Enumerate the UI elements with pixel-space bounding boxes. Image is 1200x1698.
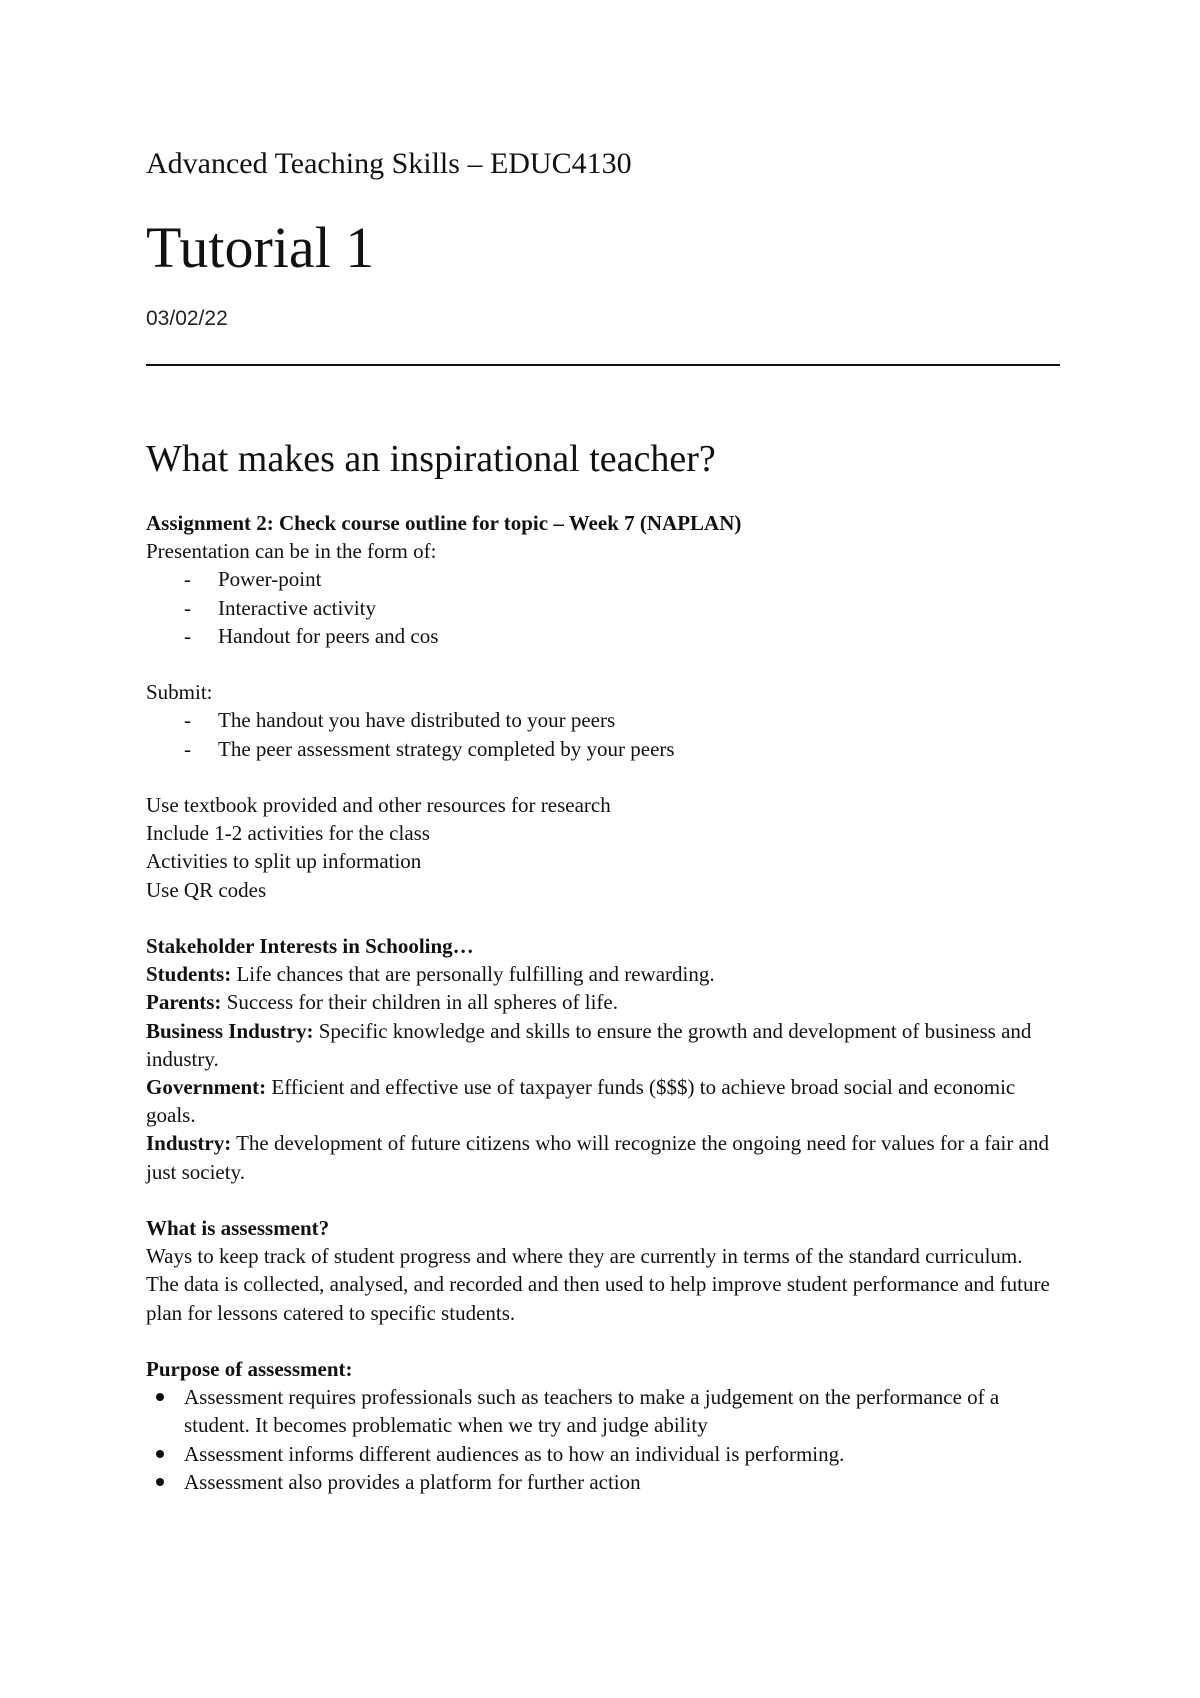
- submit-list: [146, 706, 1060, 762]
- list-item-text: Assessment also provides a platform for further action: [184, 1469, 641, 1494]
- note-line: Use QR codes: [146, 877, 267, 902]
- list-item: [146, 565, 1060, 593]
- stakeholder-label: Government:: [146, 1075, 267, 1100]
- spacer: [146, 1327, 1060, 1355]
- stakeholder-label: Industry:: [146, 1131, 232, 1156]
- list-item: [146, 594, 1060, 622]
- stakeholder-text: The development of future citizens who will recognize the ongoing need for values for a fair and just society.: [146, 1131, 1049, 1184]
- horizontal-divider: [146, 364, 1060, 366]
- list-item: [146, 735, 1060, 763]
- tutorial-date: 03/02/22: [146, 307, 228, 330]
- dash-marker: -: [184, 708, 191, 733]
- bullet-icon: [156, 1450, 164, 1458]
- section-heading-question: What makes an inspirational teacher?: [146, 438, 716, 480]
- list-item: [146, 1383, 1060, 1439]
- list-item: [146, 1440, 1060, 1468]
- stakeholder-entry: [146, 1017, 1060, 1073]
- assessment-heading: What is assessment?: [146, 1216, 330, 1241]
- stakeholder-entry: [146, 988, 1060, 1016]
- stakeholder-text: Efficient and effective use of taxpayer funds ($$$) to achieve broad social and economic goals.: [146, 1075, 1016, 1128]
- purpose-heading: Purpose of assessment:: [146, 1357, 353, 1382]
- stakeholder-label: Students:: [146, 962, 232, 987]
- stakeholder-text: Success for their children in all spheres of life.: [221, 990, 618, 1015]
- stakeholder-entry: [146, 960, 1060, 988]
- bullet-icon: [156, 1478, 164, 1486]
- note-line: Use textbook provided and other resources for research: [146, 793, 611, 817]
- presentation-intro: Presentation can be in the form of:: [146, 539, 437, 564]
- list-item-text: Interactive activity: [218, 595, 377, 620]
- assessment-paragraph: Ways to keep track of student progress and where they are currently in terms of the standard curriculum. The data is collected, analysed, and recorded and then used to help improve student performance and future plan for lessons catered to specific students.: [146, 1244, 1050, 1325]
- dash-marker: -: [184, 736, 191, 761]
- dash-marker: -: [184, 595, 191, 620]
- list-item: [146, 706, 1060, 734]
- spacer: [146, 1186, 1060, 1214]
- course-title: Advanced Teaching Skills – EDUC4130: [146, 147, 632, 180]
- tutorial-title: Tutorial 1: [146, 215, 375, 280]
- list-item-text: Assessment informs different audiences as to how an individual is performing.: [184, 1441, 845, 1466]
- stakeholder-label: Business Industry:: [146, 1018, 314, 1043]
- bullet-icon: [156, 1393, 164, 1401]
- purpose-list: [146, 1383, 1060, 1496]
- submit-label: Submit:: [146, 680, 213, 705]
- spacer: [146, 763, 1060, 791]
- document-body: [146, 509, 1060, 1496]
- stakeholder-label: Parents:: [146, 990, 222, 1015]
- stakeholder-text: Specific knowledge and skills to ensure the growth and development of business and industry.: [146, 1018, 1032, 1071]
- spacer: [146, 904, 1060, 932]
- dash-marker: -: [184, 623, 191, 648]
- list-item-text: Assessment requires professionals such as teachers to make a judgement on the performance of a student. It becomes problematic when we try and judge ability: [184, 1385, 1000, 1438]
- dash-marker: -: [184, 567, 191, 592]
- list-item-text: The peer assessment strategy completed by your peers: [218, 736, 675, 761]
- presentation-list: [146, 565, 1060, 650]
- list-item-text: Handout for peers and cos: [218, 623, 439, 648]
- note-line: Activities to split up information: [146, 849, 422, 874]
- stakeholder-text: Life chances that are personally fulfilling and rewarding.: [231, 962, 715, 987]
- list-item-text: Power-point: [218, 567, 322, 592]
- assignment-heading: Assignment 2: Check course outline for topic – Week 7 (NAPLAN): [146, 511, 742, 535]
- stakeholder-entry: [146, 1073, 1060, 1129]
- stakeholder-heading: Stakeholder Interests in Schooling…: [146, 934, 474, 958]
- list-item: [146, 622, 1060, 650]
- spacer: [146, 650, 1060, 678]
- note-line: Include 1-2 activities for the class: [146, 821, 430, 846]
- stakeholder-entry: [146, 1129, 1060, 1185]
- list-item-text: The handout you have distributed to your peers: [218, 708, 616, 733]
- list-item: [146, 1468, 1060, 1496]
